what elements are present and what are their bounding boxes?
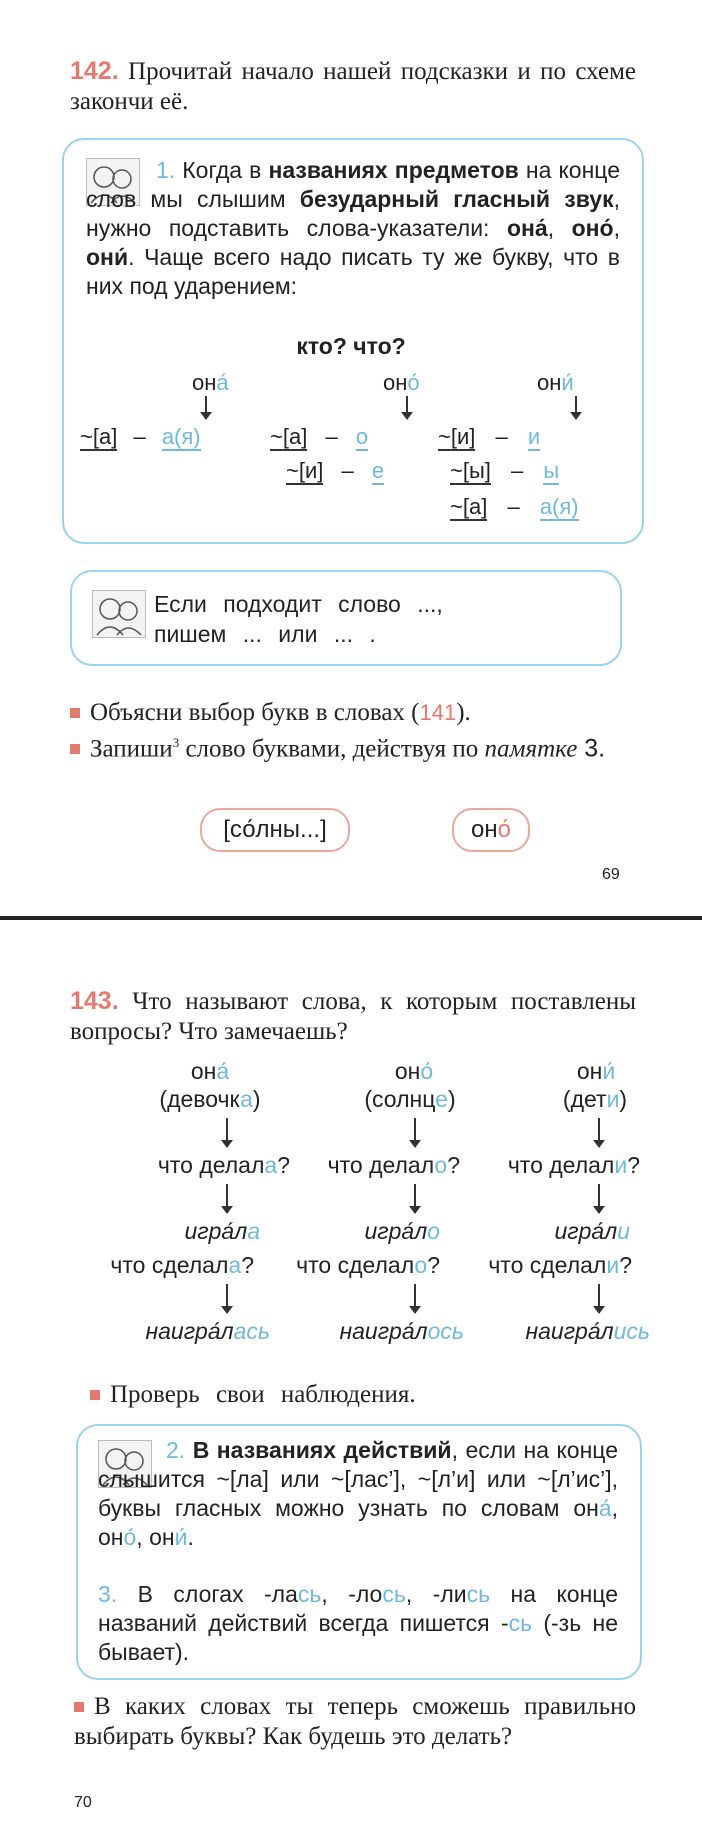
bullet-square-icon: [90, 1390, 100, 1400]
rule-text-part: , нужно подставить слова-указатели:: [86, 186, 620, 241]
word-chip-transcription: [со́лны...]: [200, 808, 350, 852]
pronoun: она́: [190, 1058, 230, 1084]
verb-reflexive: наигра́лась: [145, 1318, 270, 1344]
question-done: что сделало?: [296, 1252, 440, 1278]
pointer-word: оно́: [571, 215, 614, 241]
rule-number: 1.: [156, 157, 176, 183]
verb-past: игра́ло: [364, 1218, 440, 1244]
bullet-square-icon: [70, 744, 80, 754]
question-do: что делало?: [327, 1152, 460, 1178]
noun: (дети): [562, 1086, 628, 1112]
rule-number: 3.: [98, 1581, 118, 1607]
arrow-down-icon: [575, 396, 577, 418]
arrow-down-icon: [598, 1118, 600, 1146]
task-text: Объясни выбор букв в словах (: [90, 699, 420, 726]
rule-3-text: 3. В слогах -лась, -лось, -лись на конце названий действий всегда пишется -сь (-зь не бывает).: [98, 1581, 618, 1665]
verb-past: игра́ли: [554, 1218, 630, 1244]
question-do: что делала?: [157, 1152, 290, 1178]
page-70: [0, 918, 702, 1836]
rule-2-text: 2. В названиях действий, если на конце слышится ~[ла] или ~[лас’], ~[л’и] или ~[л’ис’], буквы гласных можно узнать по словам она́, оно́, они́.: [98, 1437, 619, 1550]
noun: (девочка): [159, 1086, 261, 1112]
scheme-row: ~[ы] – ы: [450, 458, 560, 483]
rule-text-part: Когда в: [182, 157, 262, 183]
question-do: что делали?: [507, 1152, 640, 1178]
task-italic: памятке: [484, 735, 578, 763]
task-check: [90, 1380, 630, 1410]
pointer-word: они́: [86, 244, 129, 270]
task-text: Запиши: [90, 735, 173, 763]
pronoun: оно́: [394, 1058, 434, 1084]
scheme-row: ~[и] – и: [438, 424, 541, 449]
arrow-down-icon: [414, 1118, 416, 1146]
rule-bold: В названиях действий: [192, 1437, 452, 1463]
noun: (солнце): [364, 1086, 456, 1112]
rule-bold: безударный гласный звук: [299, 186, 614, 212]
arrow-down-icon: [414, 1284, 416, 1312]
question-label: кто? что?: [296, 333, 406, 359]
bullet-square-icon: [74, 1702, 84, 1712]
arrow-down-icon: [205, 396, 207, 418]
pointer-word: оно́: [98, 1524, 137, 1550]
verb-reflexive: наигра́лись: [525, 1318, 650, 1344]
pointer-word: они́: [149, 1524, 188, 1550]
scheme-ono: оно́: [383, 370, 420, 395]
rule-text-part: , если на конце слышится ~[ла] или ~[лас’], ~[л’и] или ~[л’ис’], буквы гласных можно узнать по словам: [98, 1437, 619, 1521]
pointer-word: она́: [573, 1495, 612, 1521]
task-text: слово буквами, действуя по: [179, 735, 479, 763]
exercise-number: 143.: [70, 987, 119, 1015]
task-ref: 141: [419, 700, 457, 725]
task-text: Проверь свои наблюдения.: [110, 1381, 416, 1408]
arrow-down-icon: [226, 1118, 228, 1146]
rule-box-2-line-1: Если подходит слово ...,: [154, 591, 443, 617]
arrow-down-icon: [406, 396, 408, 418]
verb-past: игра́ла: [184, 1218, 260, 1244]
page-number: 69: [602, 866, 620, 883]
footnote-mark: 3: [172, 735, 180, 750]
rule-text-part: . Чаще всего надо писать ту же букву, что в них под ударением:: [86, 244, 620, 299]
rule-bold: названиях предметов: [268, 157, 519, 183]
scheme-row: ~[и] – е: [286, 458, 385, 483]
exercise-text: Прочитай начало нашей подсказки и по схеме закончи её.: [70, 58, 637, 115]
task-text: В каких словах ты теперь сможешь правильно выбирать буквы? Как будешь это делать?: [74, 1693, 636, 1750]
task-explain: [70, 698, 630, 728]
bullet-square-icon: [70, 708, 80, 718]
rule-text-part: на конце слов мы слышим: [86, 157, 620, 212]
pointer-word: она́: [506, 215, 548, 241]
scheme-oni: они́: [537, 370, 574, 395]
task-text: 3.: [577, 734, 606, 763]
scheme-row: ~[а] – а(я): [450, 494, 579, 519]
arrow-down-icon: [414, 1184, 416, 1212]
rule-number: 2.: [166, 1437, 186, 1463]
exercise-142: [70, 56, 636, 117]
exercise-143: [70, 986, 636, 1047]
word-chip-pointer: оно́: [452, 808, 530, 852]
scheme-row: ~[а] – о: [270, 424, 369, 449]
children-icon: [92, 590, 146, 638]
rule-1-text: 1. Когда в названиях предметов на конце слов мы слышим безударный гласный звук, нужно подставить слова-указатели: она́, оно́, они́. Чаще всего надо писать ту же букву, что в них под ударением:: [86, 157, 620, 299]
rule-box-2-line-2: пишем ... или ... .: [154, 621, 376, 647]
scheme-row: ~[а] – а(я): [80, 424, 201, 449]
arrow-down-icon: [226, 1184, 228, 1212]
question-done: что сделала?: [110, 1252, 254, 1278]
arrow-down-icon: [226, 1284, 228, 1312]
task-text: ).: [456, 699, 471, 726]
arrow-down-icon: [598, 1284, 600, 1312]
page-number: 70: [74, 1794, 92, 1811]
task-final: [74, 1692, 636, 1752]
scheme-ona: она́: [192, 370, 229, 395]
arrow-down-icon: [598, 1184, 600, 1212]
question-done: что сделали?: [488, 1252, 632, 1278]
exercise-text: Что называют слова, к которым поставлены вопросы? Что замечаешь?: [70, 988, 637, 1045]
pronoun: они́: [576, 1058, 616, 1084]
task-write: [70, 728, 630, 764]
verb-reflexive: наигра́лось: [339, 1318, 464, 1344]
exercise-number: 142.: [70, 57, 119, 85]
